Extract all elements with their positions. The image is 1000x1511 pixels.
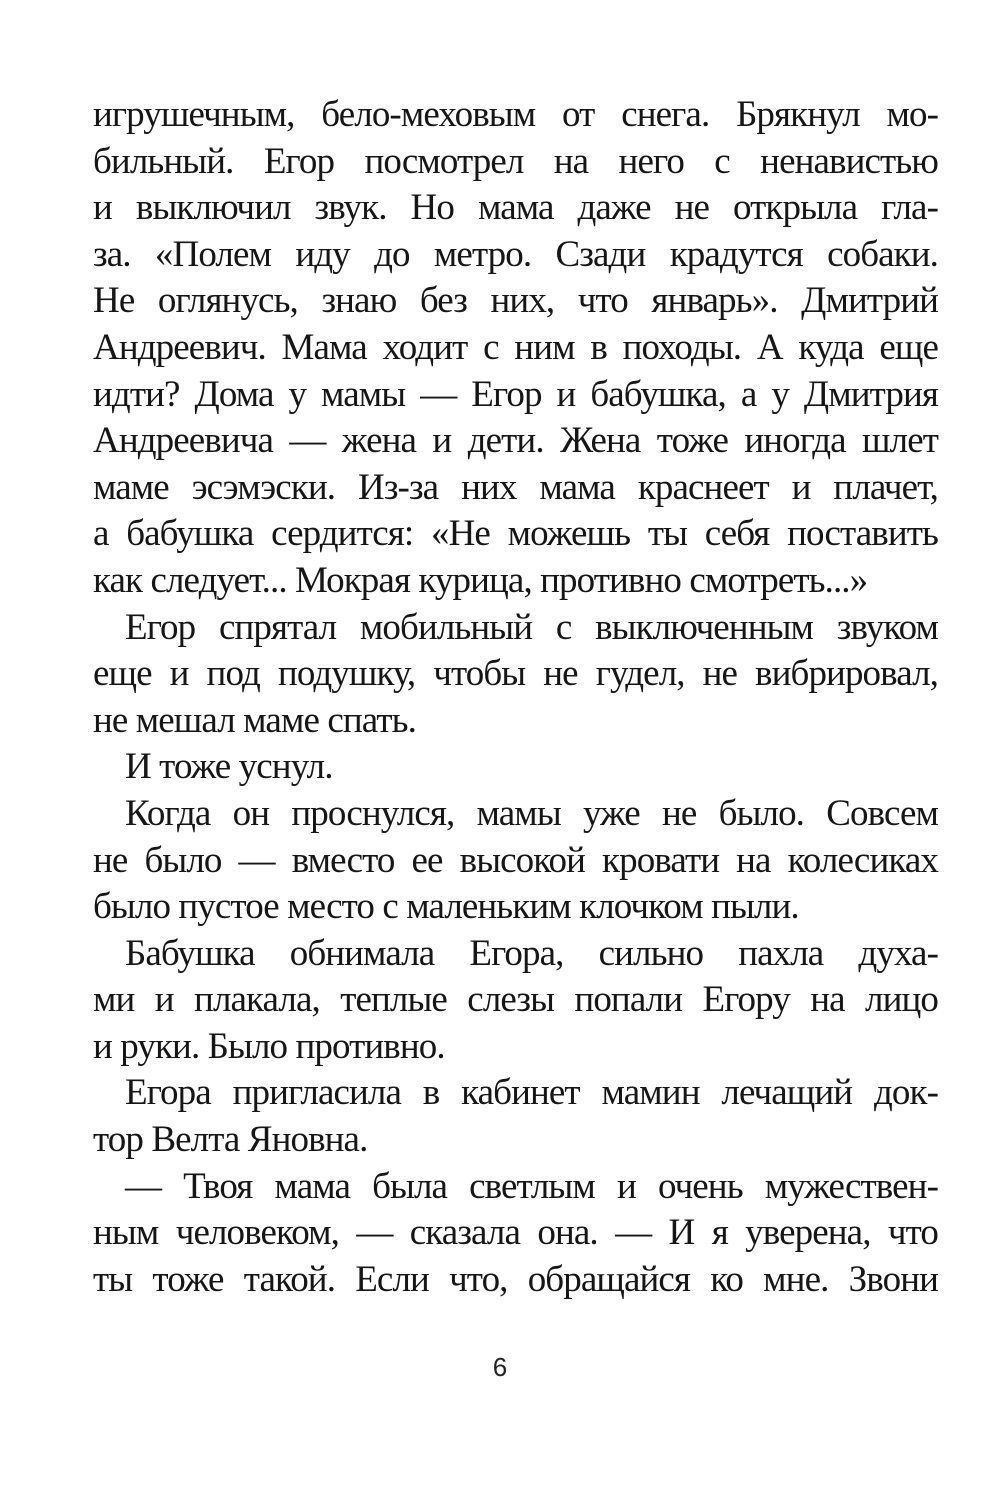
text-line: было пустое место с маленьким клочком пыли. [93, 886, 799, 928]
text-line: Егор спрятал мобильный с выключенным звуком [125, 606, 938, 648]
text-line: И тоже уснул. [125, 746, 333, 788]
text-line: а бабушка сердится: «Не можешь ты себя поставить [93, 513, 938, 555]
text-line: и выключил звук. Но мама даже не открыла гла- [93, 187, 938, 229]
text-line: Не оглянусь, знаю без них, что январь». Дмитрий [93, 280, 938, 322]
text-line: Бабушка обнимала Егора, сильно пахла духа- [125, 932, 938, 974]
text-line: ным человеком, — сказала она. — И я уверена, что [93, 1212, 938, 1254]
text-line: и руки. Было противно. [93, 1025, 445, 1067]
text-line: Когда он проснулся, мамы уже не было. Совсем [125, 792, 938, 834]
text-line: ты тоже такой. Если что, обращайся ко мне. Звони [93, 1258, 938, 1300]
text-line: игрушечным, бело-меховым от снега. Брякнул мо- [93, 94, 938, 135]
page-number: 6 [492, 1352, 508, 1382]
text-line: ми и плакала, теплые слезы попали Егору на лицо [93, 979, 938, 1021]
text-line: за. «Полем иду до метро. Сзади крадутся собаки. [93, 233, 938, 275]
text-line: как следует... Мокрая курица, противно смотреть...» [93, 559, 868, 601]
text-line: не мешал маме спать. [93, 699, 416, 741]
text-line: маме эсэмэски. Из-за них мама краснеет и плачет, [93, 466, 938, 508]
text-line: бильный. Егор посмотрел на него с ненавистью [93, 140, 938, 182]
text-line: не было — вместо ее высокой кровати на колесиках [93, 839, 938, 881]
text-line: Андреевич. Мама ходит с ним в походы. А куда еще [93, 326, 938, 368]
text-line: Егора пригласила в кабинет мамин лечащий док- [125, 1072, 938, 1114]
text-line: еще и под подушку, чтобы не гудел, не вибрировал, [93, 653, 938, 695]
book-page-text [93, 92, 938, 1303]
text-line: идти? Дома у мамы — Егор и бабушка, а у Дмитрия [93, 373, 938, 415]
text-line: — Твоя мама была светлым и очень мужествен- [125, 1165, 938, 1207]
text-line: тор Велта Яновна. [93, 1119, 368, 1161]
text-line: Андреевича — жена и дети. Жена тоже иногда шлет [93, 420, 938, 462]
